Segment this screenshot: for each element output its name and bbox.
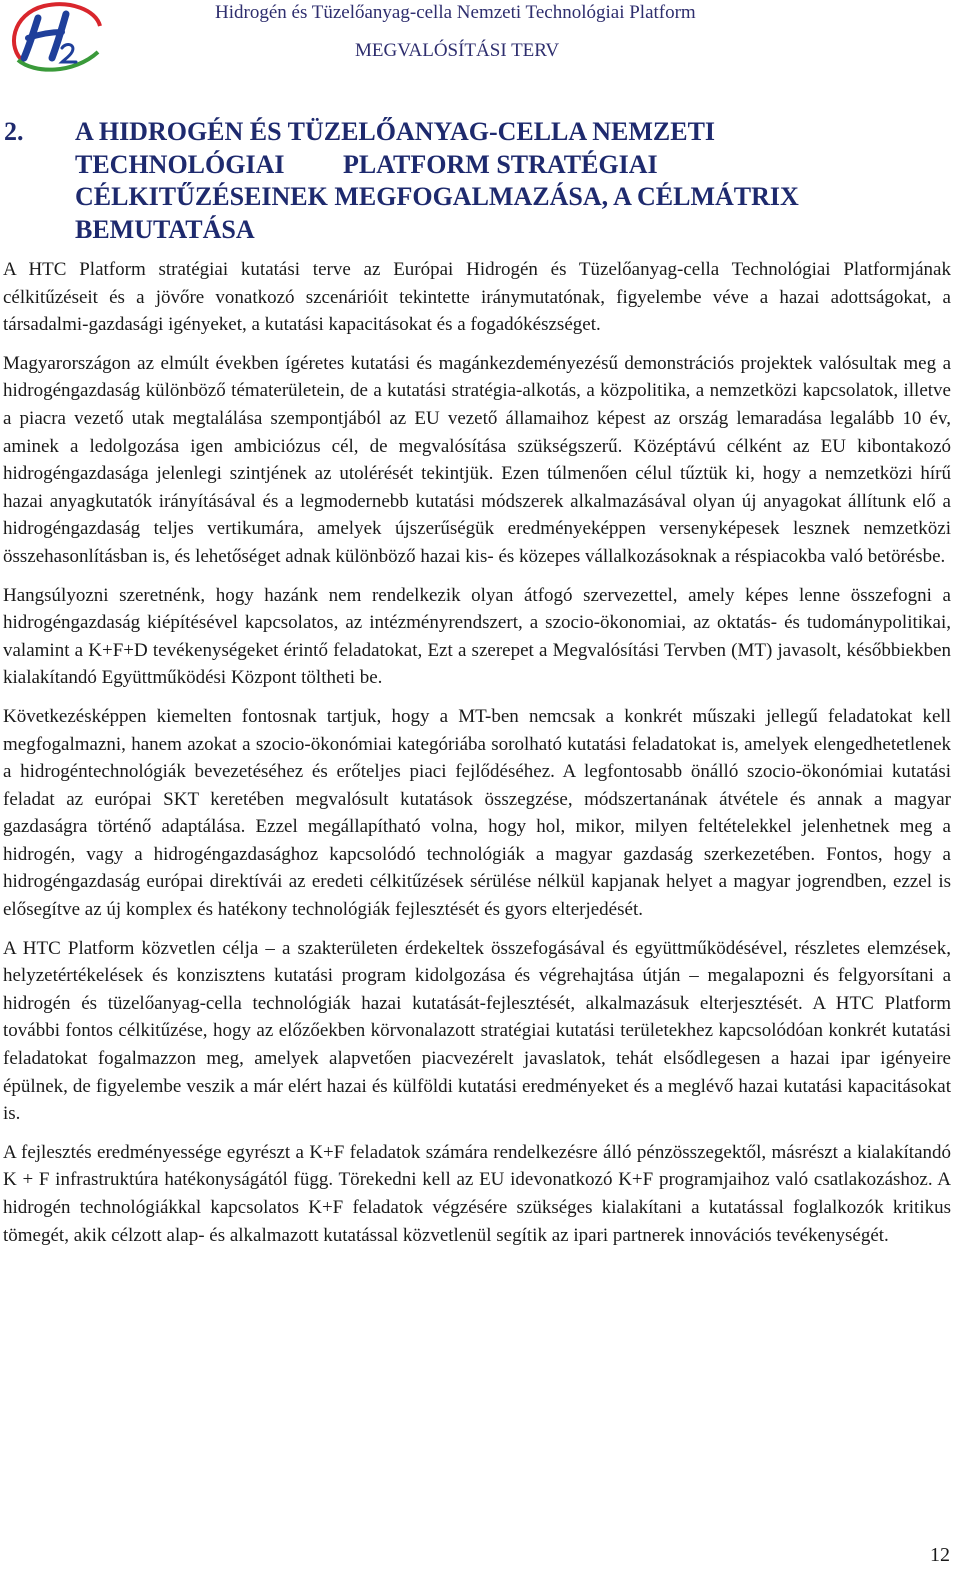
paragraph: A HTC Platform közvetlen célja – a szakterületen érdekeltek összefogásával és együttműködésével, részletes elemzések, helyzetértékelések és konzisztens kutatási program kidolgozása és végrehajtása útján – megalapozni és felgyorsítani a hidrogén és tüzelőanyag-cella technológiák hazai kutatását-fejlesztését, alkalmazásuk elterjesztését. A HTC Platform további fontos célkitűzése, hogy az előzőekben körvonalazott stratégiai kutatási területekhez kapcsolódóan konkrét kutatási feladatokat fogalmazzon meg, amelyek alapvetően piacvezérelt javaslatok, tehát elsődlegesen a hazai ipar igényeire épülnek, de figyelembe veszik a már elért hazai és külföldi kutatási eredményeket és a meglévő hazai kutatási kapacitásokat is. (3, 937, 951, 1125)
body-text (3, 256, 951, 1260)
paragraph: Következésképpen kiemelten fontosnak tartjuk, hogy a MT-ben nemcsak a konkrét műszaki jellegű feladatokat kell megfogalmazni, hanem azokat a szocio-ökonómiai kategóriába sorolható kutatási feladatokat is, amelyek elengedhetetlenek a hidrogéntechnológiák bevezetéséhez és erőteljes piaci fejlődéséhez. A legfontosabb önálló szocio-ökonómiai kutatási feladat az európai SKT keretében megvalósult kutatások összegzése, módszertanának átvétele és annak a magyar gazdaságra történő adaptálása. Ezzel megállapítható volna, hogy hol, mikor, milyen feltételekkel jelenhetnek meg a hidrogén, vagy a hidrogéngazdasághoz kapcsolódó technológiák a magyar gazdaság szerkezetében. Fontos, hogy a hidrogéngazdaság európai direktívái az eredeti célkitűzések sérülése nélkül kapjanak helyet a magyar jogrendben, ezzel is elősegítve az új komplex és hatékony technológiák fejlesztését és gyors elterjedését. (3, 705, 951, 921)
page-header (0, 0, 960, 80)
section-title-line: CÉLKITŰZÉSEINEK MEGFOGALMAZÁSA, A CÉLMÁTRIX (75, 182, 799, 211)
h2-platform-logo (4, 0, 108, 76)
section-title-line: A HIDROGÉN ÉS TÜZELŐANYAG-CELLA NEMZETI (75, 117, 716, 146)
section-title-line: TECHNOLÓGIAI PLATFORM STRATÉGIAI (75, 149, 658, 179)
section-number: 2. (4, 117, 24, 146)
paragraph: A HTC Platform stratégiai kutatási terve az Európai Hidrogén és Tüzelőanyag-cella Technológiai Platformjának célkitűzéseit és a jövőre vonatkozó szcenárióit tekintette iránymutatónak, figyelembe véve a hazai adottságokat, a társadalmi-gazdasági igényeket, a kutatási kapacitásokat és a fogadókészséget. (3, 259, 951, 336)
paragraph: A fejlesztés eredményessége egyrészt a K+F feladatok számára rendelkezésre álló pénzösszegektől, másrészt a kialakítandó K + F infrastruktúra hatékonyságától függ. Törekedni kell az EU idevonatkozó K+F programjaihoz való csatlakozáshoz. A hidrogén technológiákkal kapcsolatos K+F feladatok végzésére szükséges kialakítani a kutatással foglalkozók kritikus tömegét, akik célzott alap- és alkalmazott kutatással közvetlenül segítik az ipari partnerek innovációs tevékenységét. (3, 1141, 951, 1246)
header-title: Hidrogén és Tüzelőanyag-cella Nemzeti Technológiai Platform (215, 2, 696, 23)
paragraph: Magyarországon az elmúlt években ígéretes kutatási és magánkezdeményezésű demonstrációs projektek valósultak meg a hidrogéngazdaság különböző tématerületein, de a kutatási stratégia-alkotás, a közpolitika, a nemzetközi kapcsolatok, illetve a piacra vezető utak megtalálása szempontjából az EU vezető államaihoz képest az ország lemaradása legalább 10 év, aminek a ledolgozása igen ambiciózus cél, de megvalósítása szükségszerű. Középtávú célként az EU kibontakozó hidrogéngazdasága jelenlegi szintjének az utolérését tekintjük. Ezen túlmenően célul tűztük ki, hogy a nemzetközi hírű hazai anyagkutatók irányításával és a legmodernebb kutatási módszerek alkalmazásával olyan új anyagokat állítunk elő a hidrogéngazdaság teljes vertikumára, amelyek újszerűségük eredményeképpen versenyképesek lesznek nemzetközi összehasonlításban is, és lehetőséget adnak különböző hazai kis- és közepes vállalkozásoknak a réspiacokba való betörésbe. (3, 352, 951, 567)
header-subtitle: MEGVALÓSÍTÁSI TERV (355, 40, 560, 61)
section-heading (4, 116, 944, 246)
paragraph: Hangsúlyozni szeretnénk, hogy hazánk nem rendelkezik olyan átfogó szervezettel, amely képes lenne összefogni a hidrogéngazdaság kiépítésével kapcsolatos, az intézményrendszert, a szocio-ökonomiai, az oktatás- és tudománypolitikai, valamint a K+F+D tevékenységeket érintő feladatokat, Ezt a szerepet a Megvalósítási Tervben (MT) javasolt, későbbiekben kialakítandó Együttműködési Központ töltheti be. (3, 584, 951, 689)
page-number: 12 (930, 1544, 950, 1566)
section-title (75, 116, 835, 246)
section-title-line: BEMUTATÁSA (75, 214, 255, 244)
